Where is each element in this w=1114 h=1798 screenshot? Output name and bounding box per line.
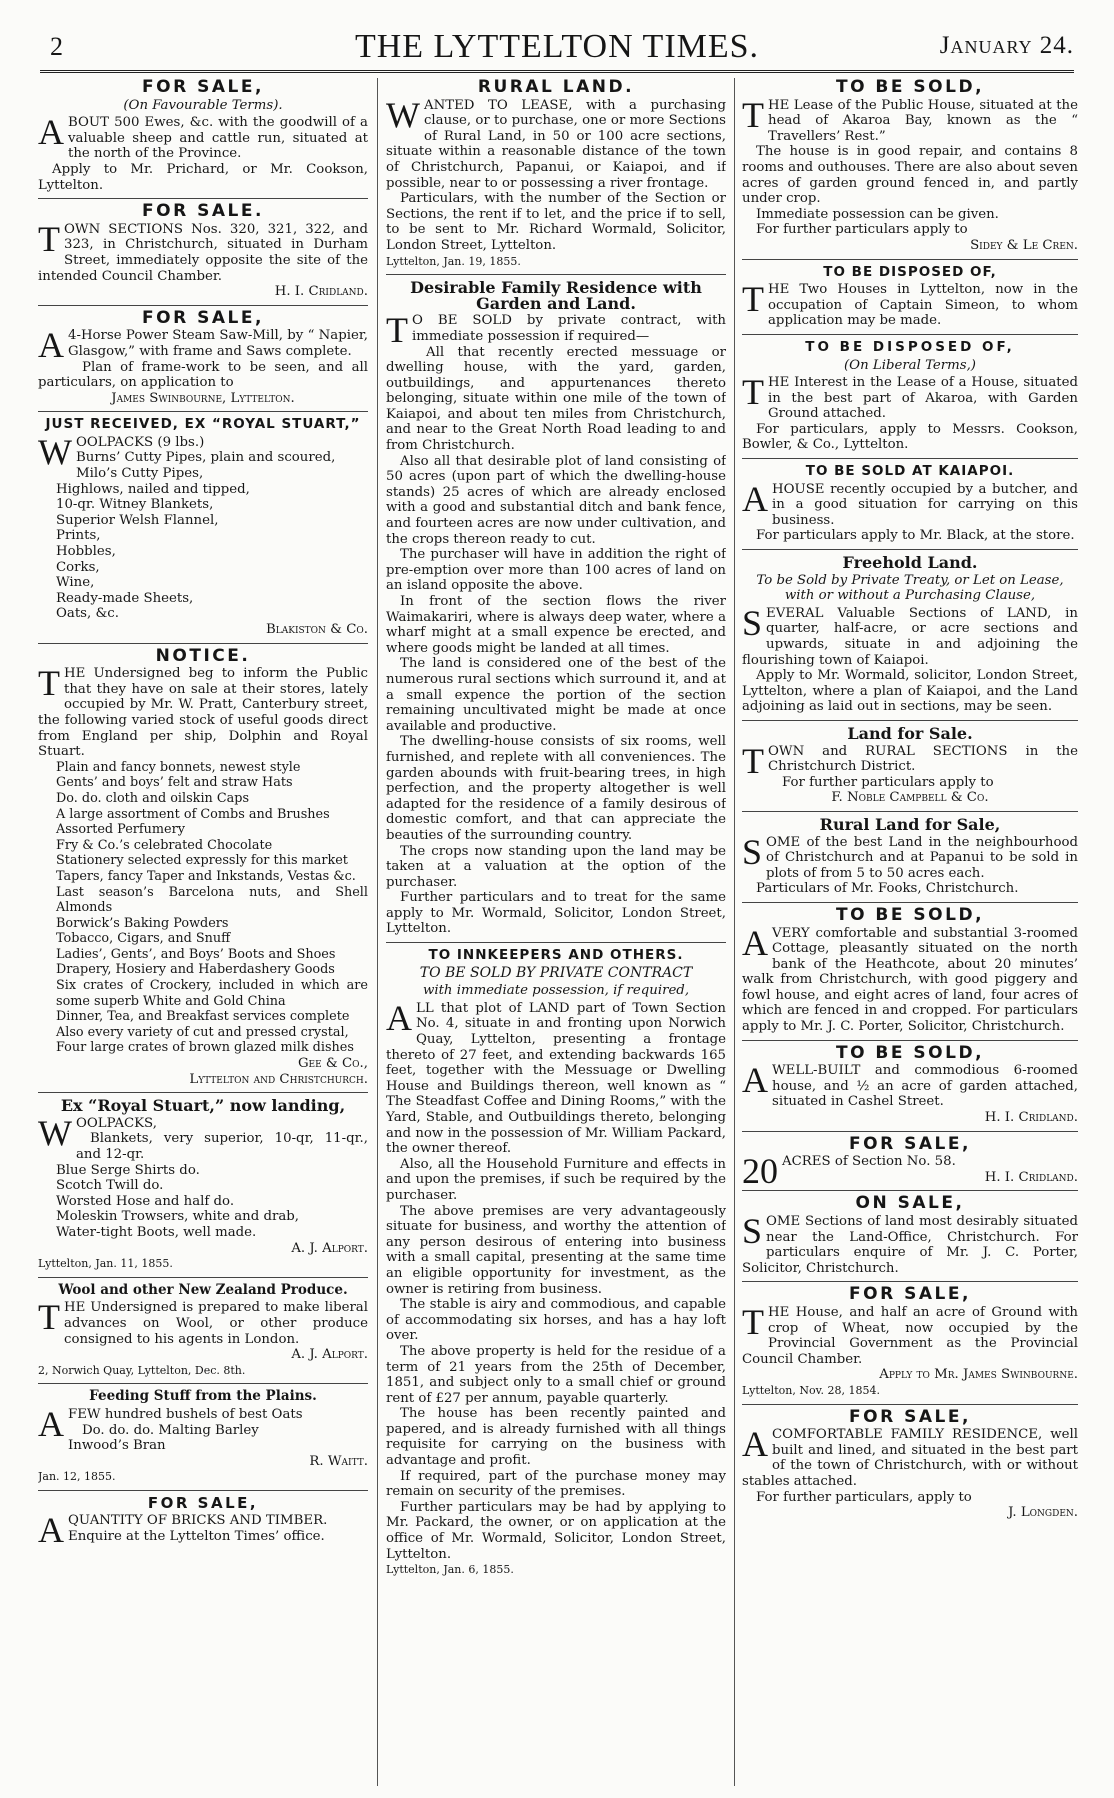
advert-paragraph: The stable is airy and commodious, and capable of accommodating six horses, and has a hay loft over.: [386, 1297, 726, 1344]
advert-heading: RURAL LAND.: [477, 78, 635, 97]
advert-body: VERY comfortable and substantial 3-roomed Cottage, pleasantly situated on the north bank of the Heathcote, about 20 minutes’ walk from Christchurch, with good piggery and fowl house, and eight acres of land, four acres of which are fenced in and cropped. For particulars apply to Mr. J. C. Porter, Solicitor, Christchurch.: [742, 925, 1078, 1035]
advert-town-sections: [38, 201, 368, 300]
advert-heading: FOR SALE,: [849, 1406, 971, 1427]
list-item: Also every variety of cut and pressed crystal,: [56, 1024, 349, 1040]
drop-cap: S: [742, 831, 763, 872]
advert-subheading: (On Liberal Terms,): [843, 357, 976, 373]
drop-cap: W: [38, 1112, 72, 1153]
advert-paragraph: All that recently erected messuage or dwelling house, with the yard, garden, outbuildings, and appurtenances thereto belonging, situate within one mile of the town of Kaiapoi, and about ten miles from Christchurch, and near to the Great North Road leading to and from Christchurch.: [386, 344, 726, 454]
list-item: Ladies’, Gents’, and Boys’ Boots and Shoes: [56, 946, 336, 962]
list-item: Scotch Twill do.: [56, 1178, 164, 1194]
advert-body: HE Two Houses in Lyttelton, now in the occupation of Captain Simeon, to whom application may be made.: [768, 282, 1078, 329]
advert-body: HE Lease of the Public House, situated at the head of Akaroa Bay, known as the “ Travellers’ Rest.”: [768, 97, 1078, 144]
drop-cap: T: [38, 663, 60, 704]
advert-body: For particulars, apply to Messrs. Cookson, Bowler, & Co., Lyttelton.: [742, 421, 1078, 453]
list-item: Blue Serge Shirts do.: [56, 1162, 200, 1178]
divider: [742, 1040, 1078, 1041]
advert-woolpacks-royal-stuart: [38, 417, 368, 637]
advert-signature: F. Noble Campbell & Co.: [831, 790, 989, 806]
list-item: Corks,: [56, 559, 100, 575]
drop-cap: T: [742, 94, 764, 135]
list-item: Superior Welsh Flannel,: [56, 512, 219, 528]
divider: [742, 1281, 1078, 1282]
advert-heading: TO BE SOLD,: [835, 904, 985, 925]
advert-body: For particulars apply to Mr. Black, at the store.: [756, 528, 1075, 544]
issue-date: January 24.: [939, 32, 1074, 59]
advert-body: ANTED TO LEASE, with a purchasing clause, or to purchase, one or more Sections of Rural Land, in 50 or 100 acre sections, situate within a reasonable distance of the town of Christchurch, Papanui, or Kaiapoi, and if possible, near to or possessing a river frontage.: [386, 97, 726, 191]
list-item: Last season’s Barcelona nuts, and Shell Almonds: [56, 884, 368, 916]
advert-signature: A. J. Alport.: [291, 1347, 368, 1363]
advert-body: HE Undersigned beg to inform the Public that they have on sale at their stores, lately occupied by Mr. W. Pratt, Canterbury street, the following varied stock of useful goods direct from England per ship, Dolphin and Royal Stuart.: [38, 666, 368, 760]
drop-cap: T: [38, 1297, 60, 1338]
list-item: Burns’ Cutty Pipes, plain and scoured,: [75, 450, 336, 466]
advert-cottage: [742, 904, 1078, 1035]
masthead: [40, 28, 1074, 68]
advert-heading: FOR SALE,: [849, 1284, 971, 1305]
advert-body: Apply to Mr. James Swinbourne.: [879, 1367, 1078, 1383]
masthead-rule: [40, 70, 1074, 73]
advert-rural-land-sale: [742, 814, 1078, 897]
divider: [742, 549, 1078, 550]
list-item: Assorted Perfumery: [56, 822, 185, 838]
list-item: Six crates of Crockery, included in which are some superb White and Gold China: [56, 978, 368, 1009]
advert-signature: H. I. Cridland.: [984, 1169, 1078, 1185]
advert-body: The house is in good repair, and contains 8 rooms and outhouses. There are also about seven acres of garden ground fenced in, and partly under crop.: [742, 144, 1078, 207]
list-item: Tobacco, Cigars, and Snuff: [56, 931, 231, 947]
advert-body: Particulars, with the number of the Section or Sections, the rent if to let, and the price if to sell, to be sent to Mr. Richard Wormald, Solicitor, London Street, Lyttelton.: [386, 191, 726, 253]
advert-date: Lyttelton, Nov. 28, 1854.: [742, 1383, 880, 1397]
divider: [38, 1092, 368, 1093]
advert-body: HE House, and half an acre of Ground with crop of Wheat, now occupied by the Provincial Government as the Provincial Council Chamber.: [742, 1304, 1078, 1367]
advert-heading: FOR SALE,: [142, 307, 264, 328]
list-item: Worsted Hose and half do.: [56, 1193, 235, 1209]
advert-body: EVERAL Valuable Sections of LAND, in quarter, half-acre, or acre sections and upwards, situate in and adjoining the flourishing town of Kaiapoi.: [742, 605, 1078, 668]
advert-paragraph: The dwelling-house consists of six rooms, well furnished, and replete with all conveniences. The garden abounds with fruit-bearing trees, in high perfection, and the property altogether is well adapted for the residence of a family desirous of domestic comfort, and that can appreciate the beauties of the surrounding country.: [386, 734, 726, 843]
drop-cap: A: [38, 1510, 64, 1551]
column-rule: [734, 78, 735, 1786]
advert-signature: R. Waitt.: [309, 1453, 368, 1469]
advert-heading: TO BE SOLD,: [835, 78, 985, 97]
divider: [742, 811, 1078, 812]
advert-body: Enquire at the Lyttelton Times’ office.: [68, 1529, 325, 1545]
advert-body: Immediate possession can be given.: [756, 206, 999, 222]
divider: [386, 942, 726, 943]
drop-cap: T: [386, 310, 408, 351]
drop-cap: T: [38, 218, 60, 259]
divider: [38, 1383, 368, 1384]
drop-cap: A: [742, 1060, 768, 1101]
divider: [38, 643, 368, 644]
page-number: 2: [50, 32, 63, 61]
advert-paragraph: The above property is held for the residue of a term of 21 years from the 25th of December, 1851, and subject only to a small chief or ground rent of £27 per annum, payable quarterly.: [386, 1343, 726, 1406]
list-item: Highlows, nailed and tipped,: [56, 481, 250, 497]
advert-kaiapoi-house: [742, 464, 1078, 544]
divider: [742, 458, 1078, 459]
advert-date: Lyttelton, Jan. 6, 1855.: [386, 1563, 514, 1577]
advert-family-residence: [386, 280, 726, 937]
advert-body: OME Sections of land most desirably situated near the Land-Office, Christchurch. For particulars enquire of Mr. J. C. Porter, Solicitor, Christchurch.: [742, 1214, 1078, 1276]
advert-heading: Ex “Royal Stuart,” now landing,: [60, 1096, 346, 1116]
advert-paragraph: Also all that desirable plot of land consisting of 50 acres (upon part of which the dwelling-house stands) 25 acres of which are already enclosed with a good and substantial ditch and bank fence, and fourteen acres are now under cultivation, and the crops thereon ready to cut.: [386, 453, 726, 547]
advert-body: OME of the best Land in the neighbourhood of Christchurch and at Papanui to be sold in plots of from 5 to 50 acres each.: [766, 834, 1078, 881]
divider: [38, 1490, 368, 1491]
advert-body: HE Undersigned is prepared to make liberal advances on Wool, or other produce consigned to his agents in London.: [64, 1300, 368, 1347]
advert-freehold-land: [742, 555, 1078, 715]
list-item: Plain and fancy bonnets, newest style: [56, 759, 301, 775]
list-item: Dinner, Tea, and Breakfast services complete: [56, 1009, 350, 1025]
list-item: Prints,: [56, 528, 101, 544]
list-item: 10-qr. Witney Blankets,: [56, 497, 214, 513]
advert-subheading: To be Sold by Private Treaty, or Let on Lease, with or without a Purchasing Clause,: [756, 572, 1064, 604]
advert-heading: ON SALE,: [855, 1193, 965, 1214]
list-item: Drapery, Hosiery and Haberdashery Goods: [56, 962, 335, 978]
advert-body: Plan of frame-work to be seen, and all particulars, on application to: [38, 359, 368, 391]
divider: [38, 1277, 368, 1278]
advert-paragraph: The above premises are very advantageously situate for business, and worthy the attention of any person desirous of entering into business with a small capital, presenting at the same time an eligible opportunity for investment, as the owner is retiring from business.: [386, 1203, 726, 1297]
advert-subheading: TO BE SOLD BY PRIVATE CONTRACT: [419, 964, 693, 981]
list-item: A large assortment of Combs and Brushes: [56, 806, 330, 822]
advert-body: O BE SOLD by private contract, with immediate possession if required—: [412, 313, 726, 344]
advert-heading: FOR SALE,: [147, 1493, 259, 1512]
advert-body: HOUSE recently occupied by a butcher, and in a good situation for carrying on this business.: [772, 481, 1078, 528]
drop-cap: W: [386, 94, 420, 135]
advert-heading: TO BE DISPOSED OF,: [805, 338, 1015, 355]
list-item: Four large crates of brown glazed milk dishes: [56, 1040, 354, 1056]
drop-cap: A: [386, 997, 412, 1038]
advert-body: Apply to Mr. Wormald, solicitor, London Street, Lyttelton, where a plan of Kaiapoi, and the Land adjoining as laid out in sections, may be seen.: [742, 668, 1078, 715]
advert-date: Lyttelton, Jan. 11, 1855.: [38, 1257, 173, 1271]
divider: [742, 1404, 1078, 1405]
divider: [742, 334, 1078, 335]
drop-cap: S: [742, 602, 763, 643]
advert-paragraph: Further particulars may be had by applying to Mr. Packard, the owner, or on application at the office of Mr. Wormald, Solicitor, London Street, Lyttelton.: [386, 1499, 726, 1562]
drop-cap: A: [742, 1424, 768, 1465]
advert-body: BOUT 500 Ewes, &c. with the goodwill of a valuable sheep and cattle run, situated at the north of the Province.: [68, 115, 368, 162]
divider: [38, 198, 368, 199]
column-3: [742, 78, 1078, 1786]
advert-family-residence-christchurch: [742, 1406, 1078, 1521]
divider: [742, 259, 1078, 260]
advert-signature-place: Lyttelton and Christchurch.: [189, 1071, 368, 1087]
advert-body: QUANTITY OF BRICKS AND TIMBER.: [68, 1513, 328, 1529]
advert-body: For further particulars apply to: [782, 774, 994, 790]
advert-body: OWN SECTIONS Nos. 320, 321, 322, and 323, in Christchurch, situated in Durham Street, immediately opposite the site of the intended Council Chamber.: [38, 221, 368, 284]
advert-body: HE Interest in the Lease of a House, situated in the best part of Akaroa, with Garden Ground attached.: [768, 375, 1078, 422]
advert-heading: Feeding Stuff from the Plains.: [89, 1388, 317, 1405]
advert-body: For further particulars, apply to: [756, 1489, 972, 1505]
drop-cap: 20: [742, 1151, 778, 1192]
drop-cap: A: [38, 1403, 64, 1444]
list-item: Fry & Co.’s celebrated Chocolate: [56, 837, 273, 853]
advert-two-houses: [742, 265, 1078, 329]
list-item: Do. do. cloth and oilskin Caps: [56, 790, 250, 806]
advert-body: Particulars of Mr. Fooks, Christchurch.: [756, 881, 1019, 897]
advert-signature: J. Longden.: [1008, 1505, 1078, 1521]
advert-paragraph: In front of the section flows the river Waimakariri, where is always deep water, where a wharf might at a small expence be erected, and where goods might be landed at all times.: [386, 594, 726, 656]
advert-paragraph: The house has been recently painted and papered, and is already furnished with all things requisite for carrying on the business with advantage and profit.: [386, 1406, 726, 1469]
advert-paragraph: The crops now standing upon the land may be taken at a valuation at the option of the purchaser.: [386, 843, 726, 890]
advert-signature: A. J. Alport.: [291, 1240, 368, 1256]
advert-cashel-street-house: [742, 1042, 1078, 1126]
advert-heading: FOR SALE,: [142, 78, 264, 97]
advert-date: Jan. 12, 1855.: [38, 1470, 116, 1484]
advert-heading: Freehold Land.: [842, 553, 978, 573]
advert-heading: JUST RECEIVED, EX “ROYAL STUART,”: [45, 416, 361, 433]
advert-signature: H. I. Cridland.: [274, 284, 368, 300]
advert-feeding-stuff: [38, 1389, 368, 1485]
advert-heading: Land for Sale.: [847, 723, 973, 743]
advert-signature: James Swinbourne, Lyttelton.: [111, 390, 295, 406]
list-item: Oats, &c.: [56, 606, 119, 622]
advert-heading: TO BE DISPOSED OF,: [823, 263, 997, 280]
advert-heading: TO BE SOLD,: [835, 1042, 985, 1063]
advert-line: Do. do. do. Malting Barley: [82, 1422, 259, 1438]
divider: [38, 305, 368, 306]
drop-cap: T: [742, 279, 764, 320]
list-item: Water-tight Boots, well made.: [56, 1224, 257, 1240]
advert-date: 2, Norwich Quay, Lyttelton, Dec. 8th.: [38, 1363, 246, 1377]
advert-date: Lyttelton, Jan. 19, 1855.: [386, 254, 521, 268]
advert-signature: Gee & Co.,: [297, 1056, 368, 1072]
drop-cap: A: [38, 325, 64, 366]
drop-cap: A: [742, 922, 768, 963]
advert-wool-produce: [38, 1283, 368, 1379]
drop-cap: T: [742, 1301, 764, 1342]
advert-paragraph: If required, part of the purchase money may remain on security of the premises.: [386, 1468, 726, 1500]
drop-cap: A: [38, 112, 64, 153]
advert-body: OOLPACKS,: [75, 1115, 157, 1131]
advert-paragraph: Further particulars and to treat for the same apply to Mr. Wormald, Solicitor, London Street, Lyttelton.: [386, 890, 726, 937]
advert-notice: [38, 645, 368, 1088]
advert-paragraph: The purchaser will have in addition the right of pre-emption over more than 100 acres of land on an island opposite the above.: [386, 547, 726, 594]
advert-paragraph: Also, all the Household Furniture and effects in and upon the premises, if such be required by the purchaser.: [386, 1156, 726, 1203]
advert-body: WELL-BUILT and commodious 6-roomed house, and ½ an acre of garden attached, situated in Cashel Street.: [772, 1063, 1078, 1110]
advert-heading: TO INNKEEPERS AND OTHERS.: [428, 947, 684, 964]
advert-heading: FOR SALE,: [849, 1133, 971, 1154]
advert-innkeepers: [386, 948, 726, 1578]
advert-body: LL that plot of LAND part of Town Section No. 4, situate in and fronting upon Norwich Quay, Lyttelton, presenting a frontage thereto of 27 feet, and extending backwards 165 feet, together with the Messuage or Dwelling House and Buildings thereon, well known as “ The Steadfast Coffee and Dining Rooms,” with the Yard, Stable, and Outbuildings thereto, belonging and now in the possession of Mr. William Packard, the owner thereof.: [386, 1000, 726, 1157]
drop-cap: W: [38, 431, 72, 472]
drop-cap: T: [742, 372, 764, 413]
advert-body: OWN and RURAL SECTIONS in the Christchurch District.: [768, 743, 1078, 775]
advert-saw-mill: [38, 307, 368, 407]
divider: [742, 1131, 1078, 1132]
column-1: [38, 78, 368, 1786]
divider: [742, 1190, 1078, 1191]
advert-signature: Blakiston & Co.: [265, 622, 368, 637]
advert-akaroa-lease: [742, 340, 1078, 453]
advert-body: For further particulars apply to: [756, 222, 968, 238]
goods-list: [38, 450, 368, 622]
advert-on-sale-sections: [742, 1193, 1078, 1276]
column-rule: [377, 78, 378, 1786]
list-item: Milo’s Cutty Pipes,: [75, 466, 204, 482]
advert-signature: Sidey & Le Cren.: [970, 237, 1078, 253]
advert-subheading: (On Favourable Terms).: [123, 97, 283, 113]
drop-cap: S: [742, 1211, 763, 1251]
list-item: Gents’ and boys’ felt and straw Hats: [56, 775, 293, 791]
list-item: Moleskin Trowsers, white and drab,: [56, 1209, 300, 1225]
advert-subheading: with immediate possession, if required,: [422, 983, 690, 999]
column-2: [386, 78, 726, 1786]
divider: [742, 902, 1078, 903]
advert-twenty-acres: [742, 1133, 1078, 1192]
list-item: Tapers, fancy Taper and Inkstands, Vestas &c.: [56, 868, 356, 884]
advert-heading: Desirable Family Residence with Garden and Land.: [410, 278, 702, 313]
list-item: Ready-made Sheets,: [56, 590, 194, 606]
list-item: Wine,: [56, 575, 95, 591]
advert-heading: Wool and other New Zealand Produce.: [58, 1281, 348, 1298]
advert-body: 4-Horse Power Steam Saw-Mill, by “ Napier, Glasgow,” with frame and Saws complete.: [68, 328, 368, 359]
advert-land-for-sale: [742, 723, 1078, 806]
advert-council-chamber-house: [742, 1284, 1078, 1398]
advert-body: Apply to Mr. Prichard, or Mr. Cookson, Lyttelton.: [38, 161, 368, 193]
advert-for-sale-ewes: [38, 80, 368, 193]
advert-public-house-lease: [742, 80, 1078, 254]
newspaper-title: THE LYTTELTON TIMES.: [354, 28, 760, 65]
advert-heading: Rural Land for Sale,: [819, 814, 1001, 834]
list-item: Stationery selected expressly for this market: [56, 853, 348, 869]
drop-cap: T: [742, 740, 764, 781]
advert-woolpacks-landing: [38, 1098, 368, 1272]
divider: [38, 411, 368, 412]
advert-heading: FOR SALE.: [142, 201, 264, 222]
goods-list: [38, 1163, 368, 1241]
advert-body: OOLPACKS (9 lbs.): [75, 434, 205, 450]
advert-paragraph: The land is considered one of the best of the numerous rural sections which surround it, and at a small expence the portion of the section remaining uncultivated might be made at once available and productive.: [386, 656, 726, 734]
advert-body: COMFORTABLE FAMILY RESIDENCE, well built and lined, and situated in the best part of the town of Christchurch, with or without stables attached.: [742, 1427, 1078, 1489]
advert-rural-land: [386, 80, 726, 269]
advert-bricks-timber: [38, 1493, 368, 1551]
advert-heading: NOTICE.: [155, 645, 251, 666]
divider: [742, 720, 1078, 721]
list-item: Borwick’s Baking Powders: [56, 915, 229, 931]
advert-body: FEW hundred bushels of best Oats: [68, 1406, 303, 1422]
advert-body: ACRES of Section No. 58.: [782, 1154, 956, 1170]
divider: [386, 274, 726, 275]
advert-heading: TO BE SOLD AT KAIAPOI.: [805, 463, 1015, 480]
advert-signature: H. I. Cridland.: [984, 1110, 1078, 1126]
list-item: Hobbles,: [56, 544, 116, 560]
advert-body: Blankets, very superior, 10-qr, 11-qr., and 12-qr.: [75, 1131, 368, 1162]
advert-line: Inwood’s Bran: [68, 1438, 166, 1454]
drop-cap: A: [742, 478, 768, 519]
goods-list: [38, 760, 368, 1056]
